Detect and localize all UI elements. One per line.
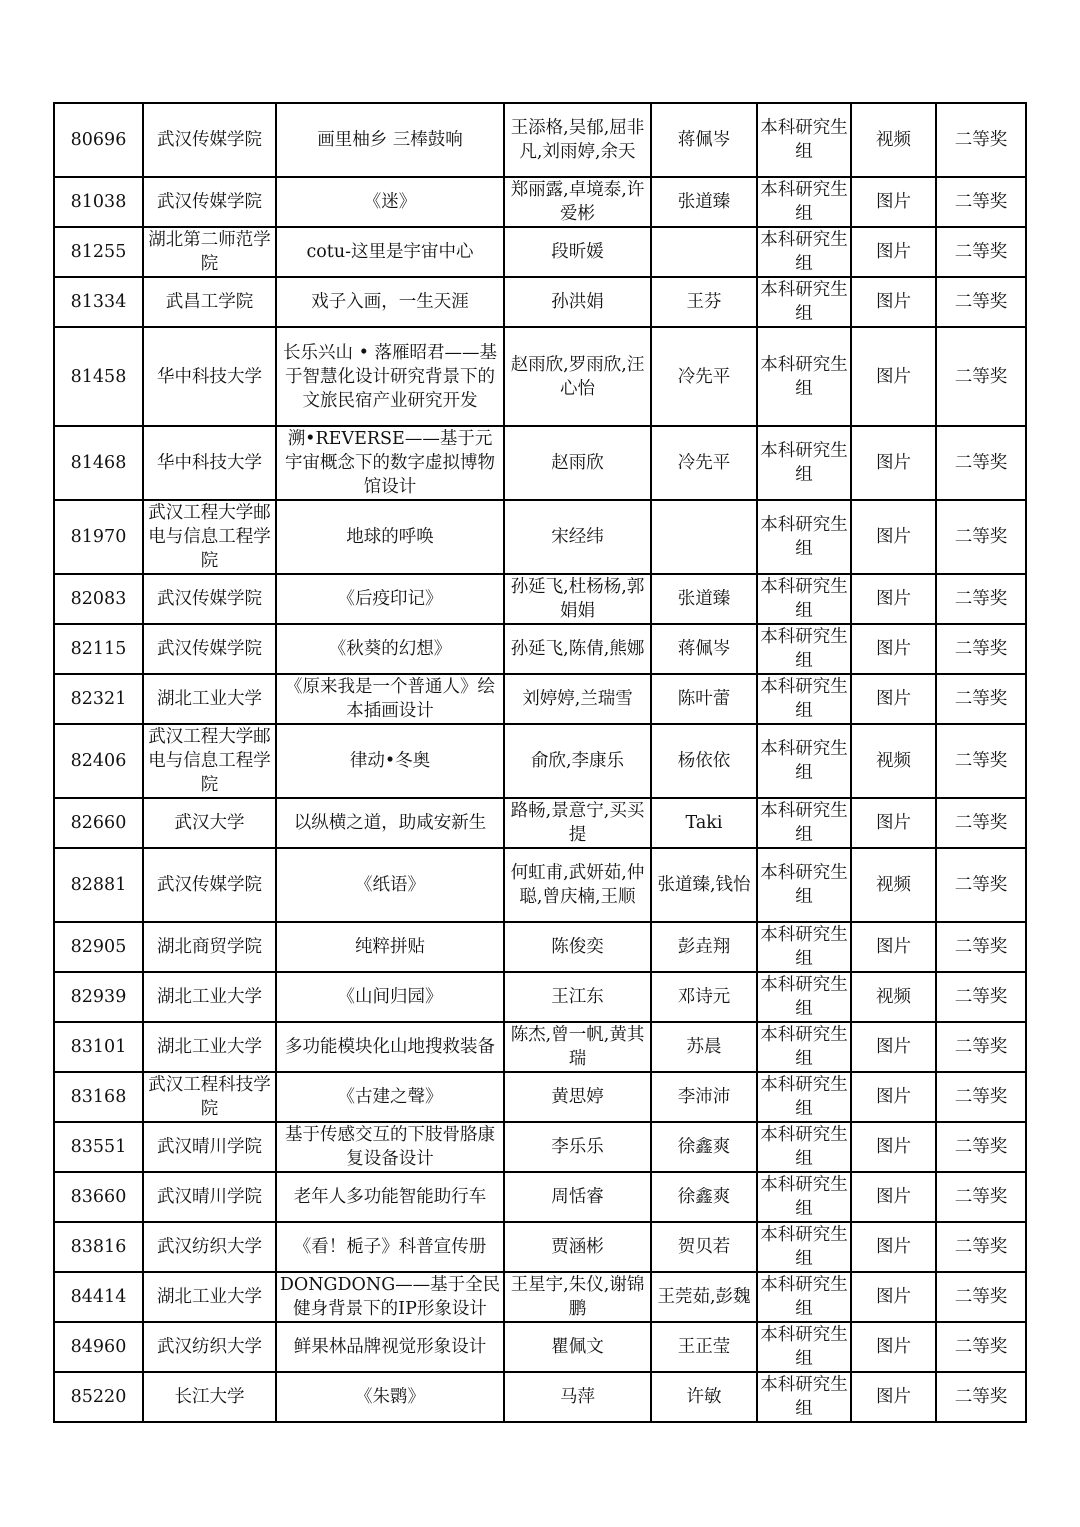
authors-cell: 何虹甫,武妍茹,仲聪,曾庆楠,王顺 <box>504 848 651 922</box>
advisor-cell: 冷先平 <box>651 327 757 426</box>
advisor-cell: 蒋佩岑 <box>651 103 757 177</box>
school-cell: 武汉工程科技学院 <box>143 1072 276 1122</box>
group-cell: 本科研究生组 <box>757 674 851 724</box>
award-cell: 二等奖 <box>936 574 1026 624</box>
entry-id-cell: 81468 <box>54 426 143 500</box>
school-cell: 武昌工学院 <box>143 277 276 327</box>
award-cell: 二等奖 <box>936 1172 1026 1222</box>
advisor-cell: 彭垚翔 <box>651 922 757 972</box>
work-type-cell: 图片 <box>851 1122 936 1172</box>
school-cell: 长江大学 <box>143 1372 276 1422</box>
group-cell: 本科研究生组 <box>757 277 851 327</box>
entry-id-cell: 82406 <box>54 724 143 798</box>
work-title-cell: DONGDONG——基于全民健身背景下的IP形象设计 <box>276 1272 504 1322</box>
advisor-cell: 许敏 <box>651 1372 757 1422</box>
advisor-cell: 李沛沛 <box>651 1072 757 1122</box>
award-cell: 二等奖 <box>936 674 1026 724</box>
advisor-cell: 王莞茹,彭魏 <box>651 1272 757 1322</box>
school-cell: 武汉晴川学院 <box>143 1122 276 1172</box>
award-cell: 二等奖 <box>936 972 1026 1022</box>
work-type-cell: 图片 <box>851 624 936 674</box>
authors-cell: 刘婷婷,兰瑞雪 <box>504 674 651 724</box>
award-cell: 二等奖 <box>936 798 1026 848</box>
award-cell: 二等奖 <box>936 1372 1026 1422</box>
work-type-cell: 图片 <box>851 674 936 724</box>
work-title-cell: 《纸语》 <box>276 848 504 922</box>
work-title-cell: cotu-这里是宇宙中心 <box>276 227 504 277</box>
work-title-cell: 长乐兴山 • 落雁昭君——基于智慧化设计研究背景下的文旅民宿产业研究开发 <box>276 327 504 426</box>
entry-id-cell: 82115 <box>54 624 143 674</box>
work-title-cell: 溯•REVERSE——基于元宇宙概念下的数字虚拟博物馆设计 <box>276 426 504 500</box>
work-type-cell: 图片 <box>851 327 936 426</box>
school-cell: 湖北工业大学 <box>143 674 276 724</box>
entry-id-cell: 81458 <box>54 327 143 426</box>
award-cell: 二等奖 <box>936 500 1026 574</box>
entry-id-cell: 80696 <box>54 103 143 177</box>
school-cell: 武汉纺织大学 <box>143 1222 276 1272</box>
authors-cell: 马萍 <box>504 1372 651 1422</box>
entry-id-cell: 82905 <box>54 922 143 972</box>
work-title-cell: 地球的呼唤 <box>276 500 504 574</box>
authors-cell: 赵雨欣 <box>504 426 651 500</box>
school-cell: 华中科技大学 <box>143 327 276 426</box>
work-title-cell: 律动•冬奥 <box>276 724 504 798</box>
school-cell: 武汉传媒学院 <box>143 624 276 674</box>
entry-id-cell: 82321 <box>54 674 143 724</box>
school-cell: 武汉纺织大学 <box>143 1322 276 1372</box>
table-row <box>54 724 1026 798</box>
table-row <box>54 1022 1026 1072</box>
work-type-cell: 视频 <box>851 103 936 177</box>
advisor-cell: 陈叶蕾 <box>651 674 757 724</box>
authors-cell: 王星宇,朱仪,谢锦鹏 <box>504 1272 651 1322</box>
group-cell: 本科研究生组 <box>757 1072 851 1122</box>
entry-id-cell: 81255 <box>54 227 143 277</box>
school-cell: 武汉晴川学院 <box>143 1172 276 1222</box>
award-cell: 二等奖 <box>936 1022 1026 1072</box>
group-cell: 本科研究生组 <box>757 972 851 1022</box>
entry-id-cell: 82660 <box>54 798 143 848</box>
group-cell: 本科研究生组 <box>757 1222 851 1272</box>
group-cell: 本科研究生组 <box>757 103 851 177</box>
school-cell: 武汉传媒学院 <box>143 848 276 922</box>
award-cell: 二等奖 <box>936 103 1026 177</box>
advisor-cell: 苏晨 <box>651 1022 757 1072</box>
school-cell: 湖北第二师范学院 <box>143 227 276 277</box>
school-cell: 湖北商贸学院 <box>143 922 276 972</box>
work-type-cell: 图片 <box>851 1322 936 1372</box>
advisor-cell: 徐鑫爽 <box>651 1122 757 1172</box>
table-row <box>54 177 1026 227</box>
work-title-cell: 《古建之聲》 <box>276 1072 504 1122</box>
table-row <box>54 227 1026 277</box>
group-cell: 本科研究生组 <box>757 227 851 277</box>
school-cell: 武汉传媒学院 <box>143 574 276 624</box>
work-type-cell: 图片 <box>851 1272 936 1322</box>
authors-cell: 段昕媛 <box>504 227 651 277</box>
advisor-cell: 王正莹 <box>651 1322 757 1372</box>
work-title-cell: 《秋葵的幻想》 <box>276 624 504 674</box>
school-cell: 湖北工业大学 <box>143 1272 276 1322</box>
entry-id-cell: 83101 <box>54 1022 143 1072</box>
advisor-cell: 杨依依 <box>651 724 757 798</box>
entry-id-cell: 82881 <box>54 848 143 922</box>
work-type-cell: 图片 <box>851 227 936 277</box>
table-row <box>54 327 1026 426</box>
entry-id-cell: 82083 <box>54 574 143 624</box>
award-cell: 二等奖 <box>936 327 1026 426</box>
table-row <box>54 624 1026 674</box>
award-cell: 二等奖 <box>936 724 1026 798</box>
work-type-cell: 视频 <box>851 724 936 798</box>
advisor-cell: Taki <box>651 798 757 848</box>
award-cell: 二等奖 <box>936 227 1026 277</box>
entry-id-cell: 83816 <box>54 1222 143 1272</box>
work-type-cell: 图片 <box>851 1022 936 1072</box>
school-cell: 湖北工业大学 <box>143 972 276 1022</box>
award-cell: 二等奖 <box>936 1122 1026 1172</box>
group-cell: 本科研究生组 <box>757 848 851 922</box>
entry-id-cell: 85220 <box>54 1372 143 1422</box>
table-row <box>54 1372 1026 1422</box>
work-type-cell: 图片 <box>851 426 936 500</box>
work-type-cell: 图片 <box>851 574 936 624</box>
entry-id-cell: 81334 <box>54 277 143 327</box>
award-cell: 二等奖 <box>936 1072 1026 1122</box>
work-title-cell: 鲜果林品牌视觉形象设计 <box>276 1322 504 1372</box>
work-title-cell: 《看！栀子》科普宣传册 <box>276 1222 504 1272</box>
group-cell: 本科研究生组 <box>757 1372 851 1422</box>
group-cell: 本科研究生组 <box>757 1322 851 1372</box>
advisor-cell: 徐鑫爽 <box>651 1172 757 1222</box>
authors-cell: 周恬睿 <box>504 1172 651 1222</box>
award-cell: 二等奖 <box>936 277 1026 327</box>
work-title-cell: 老年人多功能智能助行车 <box>276 1172 504 1222</box>
entry-id-cell: 83168 <box>54 1072 143 1122</box>
authors-cell: 瞿佩文 <box>504 1322 651 1372</box>
entry-id-cell: 84960 <box>54 1322 143 1372</box>
award-cell: 二等奖 <box>936 426 1026 500</box>
work-title-cell: 《朱鹮》 <box>276 1372 504 1422</box>
table-row <box>54 1122 1026 1172</box>
table-row <box>54 426 1026 500</box>
entry-id-cell: 84414 <box>54 1272 143 1322</box>
work-type-cell: 图片 <box>851 177 936 227</box>
award-cell: 二等奖 <box>936 922 1026 972</box>
work-type-cell: 图片 <box>851 500 936 574</box>
authors-cell: 俞欣,李康乐 <box>504 724 651 798</box>
authors-cell: 陈杰,曾一帆,黄其瑞 <box>504 1022 651 1072</box>
school-cell: 武汉工程大学邮电与信息工程学院 <box>143 500 276 574</box>
table-row <box>54 848 1026 922</box>
group-cell: 本科研究生组 <box>757 922 851 972</box>
work-type-cell: 图片 <box>851 1072 936 1122</box>
work-title-cell: 戏子入画，一生天涯 <box>276 277 504 327</box>
advisor-cell: 张道臻 <box>651 574 757 624</box>
award-cell: 二等奖 <box>936 1322 1026 1372</box>
work-title-cell: 《后疫印记》 <box>276 574 504 624</box>
work-type-cell: 图片 <box>851 922 936 972</box>
advisor-cell <box>651 227 757 277</box>
entry-id-cell: 83551 <box>54 1122 143 1172</box>
advisor-cell: 冷先平 <box>651 426 757 500</box>
table-row <box>54 1172 1026 1222</box>
authors-cell: 赵雨欣,罗雨欣,汪心怡 <box>504 327 651 426</box>
authors-cell: 孙延飞,杜杨杨,郭娟娟 <box>504 574 651 624</box>
entry-id-cell: 83660 <box>54 1172 143 1222</box>
work-title-cell: 《迷》 <box>276 177 504 227</box>
table-row <box>54 500 1026 574</box>
school-cell: 武汉传媒学院 <box>143 177 276 227</box>
work-type-cell: 图片 <box>851 1372 936 1422</box>
authors-cell: 王添格,吴郁,屈非凡,刘雨婷,余天 <box>504 103 651 177</box>
entry-id-cell: 81970 <box>54 500 143 574</box>
work-title-cell: 画里柚乡 三棒鼓响 <box>276 103 504 177</box>
awards-table-body <box>54 103 1026 1422</box>
advisor-cell: 王芬 <box>651 277 757 327</box>
table-row <box>54 277 1026 327</box>
award-cell: 二等奖 <box>936 1272 1026 1322</box>
advisor-cell: 蒋佩岑 <box>651 624 757 674</box>
group-cell: 本科研究生组 <box>757 1122 851 1172</box>
work-type-cell: 视频 <box>851 848 936 922</box>
advisor-cell: 邓诗元 <box>651 972 757 1022</box>
work-type-cell: 图片 <box>851 277 936 327</box>
table-row <box>54 798 1026 848</box>
awards-table <box>53 102 1027 1423</box>
school-cell: 武汉传媒学院 <box>143 103 276 177</box>
authors-cell: 路畅,景意宁,买买提 <box>504 798 651 848</box>
authors-cell: 李乐乐 <box>504 1122 651 1172</box>
work-title-cell: 《原来我是一个普通人》绘本插画设计 <box>276 674 504 724</box>
work-type-cell: 图片 <box>851 1172 936 1222</box>
award-cell: 二等奖 <box>936 1222 1026 1272</box>
table-row <box>54 1322 1026 1372</box>
group-cell: 本科研究生组 <box>757 624 851 674</box>
authors-cell: 孙洪娟 <box>504 277 651 327</box>
work-title-cell: 《山间归园》 <box>276 972 504 1022</box>
school-cell: 华中科技大学 <box>143 426 276 500</box>
authors-cell: 郑丽露,卓境泰,许爱彬 <box>504 177 651 227</box>
advisor-cell: 张道臻,钱怡 <box>651 848 757 922</box>
work-title-cell: 基于传感交互的下肢骨胳康复设备设计 <box>276 1122 504 1172</box>
advisor-cell: 贺贝若 <box>651 1222 757 1272</box>
group-cell: 本科研究生组 <box>757 327 851 426</box>
table-row <box>54 674 1026 724</box>
table-row <box>54 103 1026 177</box>
authors-cell: 陈俊奕 <box>504 922 651 972</box>
work-title-cell: 纯粹拼贴 <box>276 922 504 972</box>
advisor-cell <box>651 500 757 574</box>
authors-cell: 孙延飞,陈倩,熊娜 <box>504 624 651 674</box>
award-cell: 二等奖 <box>936 848 1026 922</box>
table-row <box>54 574 1026 624</box>
group-cell: 本科研究生组 <box>757 177 851 227</box>
work-title-cell: 以纵横之道，助咸安新生 <box>276 798 504 848</box>
work-type-cell: 图片 <box>851 798 936 848</box>
advisor-cell: 张道臻 <box>651 177 757 227</box>
award-cell: 二等奖 <box>936 624 1026 674</box>
group-cell: 本科研究生组 <box>757 724 851 798</box>
group-cell: 本科研究生组 <box>757 426 851 500</box>
work-type-cell: 视频 <box>851 972 936 1022</box>
table-row <box>54 1072 1026 1122</box>
group-cell: 本科研究生组 <box>757 798 851 848</box>
entry-id-cell: 81038 <box>54 177 143 227</box>
award-cell: 二等奖 <box>936 177 1026 227</box>
group-cell: 本科研究生组 <box>757 500 851 574</box>
authors-cell: 贾涵彬 <box>504 1222 651 1272</box>
group-cell: 本科研究生组 <box>757 1172 851 1222</box>
group-cell: 本科研究生组 <box>757 1022 851 1072</box>
work-type-cell: 图片 <box>851 1222 936 1272</box>
entry-id-cell: 82939 <box>54 972 143 1022</box>
work-title-cell: 多功能模块化山地搜救装备 <box>276 1022 504 1072</box>
table-row <box>54 1272 1026 1322</box>
school-cell: 武汉工程大学邮电与信息工程学院 <box>143 724 276 798</box>
authors-cell: 宋经纬 <box>504 500 651 574</box>
table-row <box>54 972 1026 1022</box>
group-cell: 本科研究生组 <box>757 1272 851 1322</box>
authors-cell: 王江东 <box>504 972 651 1022</box>
table-row <box>54 1222 1026 1272</box>
authors-cell: 黄思婷 <box>504 1072 651 1122</box>
school-cell: 武汉大学 <box>143 798 276 848</box>
school-cell: 湖北工业大学 <box>143 1022 276 1072</box>
table-row <box>54 922 1026 972</box>
group-cell: 本科研究生组 <box>757 574 851 624</box>
